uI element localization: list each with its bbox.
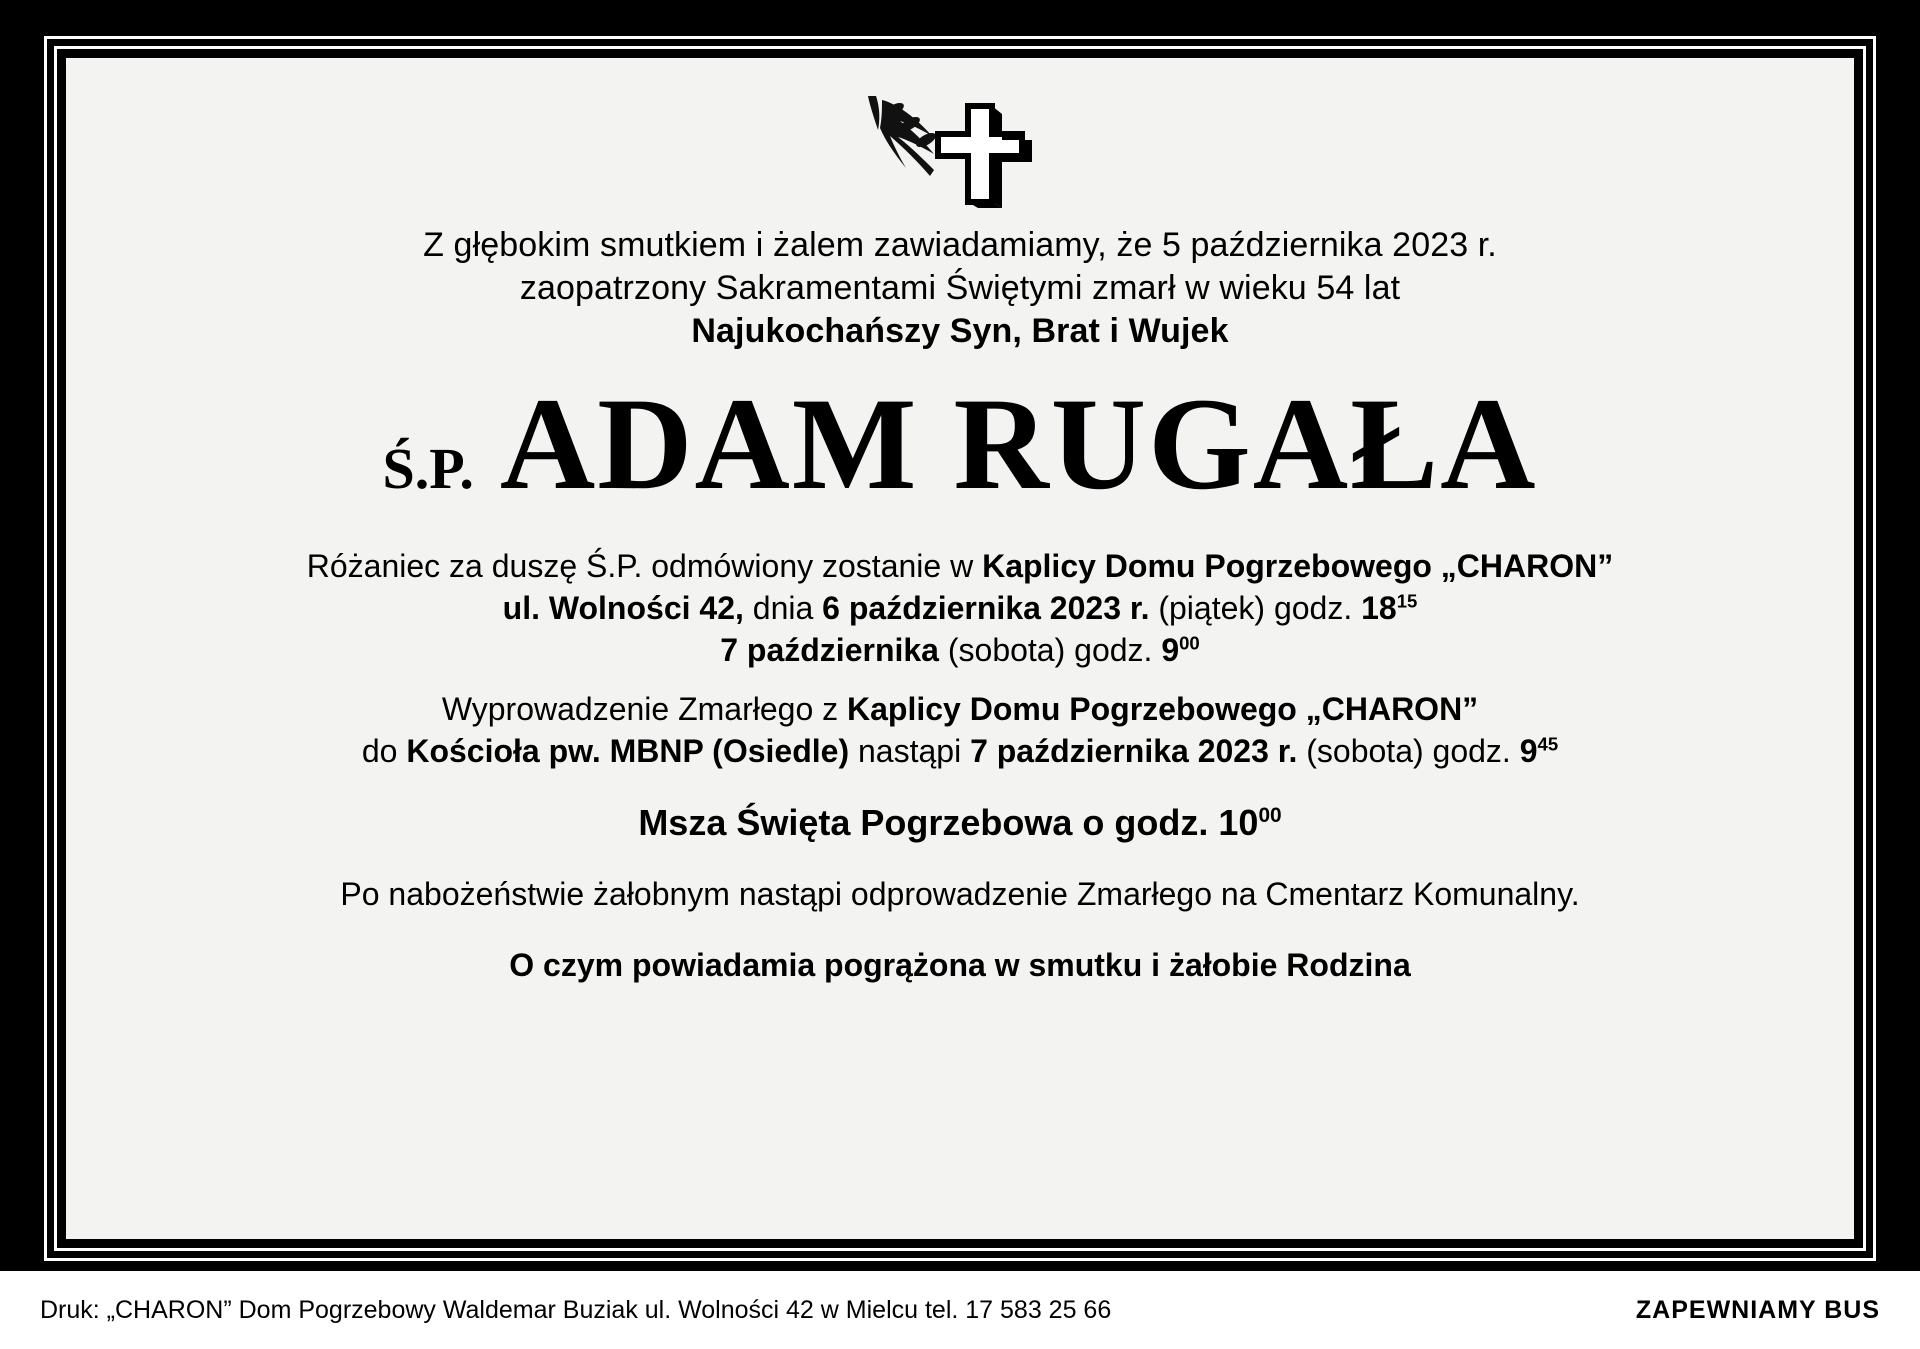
procession-block: [362, 689, 1558, 772]
procession-line-2-mid: nastąpi: [849, 732, 971, 769]
intro-paragraph: [423, 224, 1497, 352]
intro-line-1: Z głębokim smutkiem i żalem zawiadamiamy, że 5 października 2023 r.: [423, 226, 1497, 264]
mass-hour: 10: [1218, 802, 1259, 844]
intro-line-2: zaopatrzony Sakramentami Świętymi zmarł w wieku 54 lat: [519, 268, 1401, 307]
honorific: Ś.P.: [382, 436, 474, 502]
intro-line-3: Najukochańszy Syn, Brat i Wujek: [691, 311, 1229, 350]
rosary-chapel: Kaplicy Domu Pogrzebowego „CHARON”: [982, 548, 1614, 585]
rosary-line-3: [307, 630, 1613, 672]
rosary-street: ul. Wolności 42,: [502, 590, 744, 627]
after-service-line: Po nabożeństwie żałobnym nastąpi odprowadzenie Zmarłego na Cmentarz Komunalny.: [340, 876, 1580, 913]
procession-minute: 45: [1537, 733, 1559, 755]
deceased-name: ADAM RUGAŁA: [499, 370, 1538, 518]
rosary-line-1-prefix: Różaniec za duszę Ś.P. odmówiony zostanie w: [306, 548, 983, 585]
rosary-line-2-mid: dnia: [743, 590, 823, 627]
family-note: O czym powiadamia pogrążona w smutku i żałobie Rodzina: [509, 947, 1411, 984]
cross-with-palm-branch-icon: [860, 90, 1060, 208]
rosary-block: [307, 546, 1613, 671]
procession-date: 7 października 2023 r.: [970, 732, 1298, 769]
printer-info: Druk: „CHARON” Dom Pogrzebowy Waldemar Buziak ul. Wolności 42 w Mielcu tel. 17 583 25 66: [40, 1295, 1112, 1324]
deceased-name-row: [382, 370, 1538, 518]
mass-line: [638, 802, 1281, 844]
rosary-hour-2: 9: [1161, 631, 1180, 668]
rosary-line-1: [307, 546, 1613, 588]
footer-bar: [0, 1271, 1920, 1349]
notice-card: [66, 58, 1854, 1239]
rosary-date: 6 października 2023 r.: [822, 590, 1150, 627]
procession-church: Kościoła pw. MBNP (Osiedle): [406, 732, 850, 769]
rosary-date-2: 7 października: [720, 631, 939, 668]
mass-minute: 00: [1258, 804, 1282, 828]
procession-hour: 9: [1519, 732, 1538, 769]
procession-day-label: (sobota) godz.: [1297, 732, 1520, 769]
procession-line-2: [362, 731, 1558, 773]
procession-line-2-prefix: do: [361, 732, 407, 769]
procession-line-1: [362, 689, 1558, 731]
rosary-hour-1: 18: [1361, 590, 1397, 627]
mass-text: Msza Święta Pogrzebowa o godz.: [638, 802, 1219, 844]
bus-note: ZAPEWNIAMY BUS: [1635, 1295, 1880, 1324]
rosary-minute-2: 00: [1179, 632, 1200, 654]
rosary-line-2: [307, 588, 1613, 630]
procession-chapel: Kaplicy Domu Pogrzebowego „CHARON”: [847, 691, 1479, 728]
rosary-day-label-2: (sobota) godz.: [938, 631, 1162, 668]
rosary-minute-1: 15: [1396, 590, 1418, 612]
rosary-day-label: (piątek) godz.: [1149, 590, 1362, 627]
procession-line-1-prefix: Wyprowadzenie Zmarłego z: [441, 691, 848, 728]
